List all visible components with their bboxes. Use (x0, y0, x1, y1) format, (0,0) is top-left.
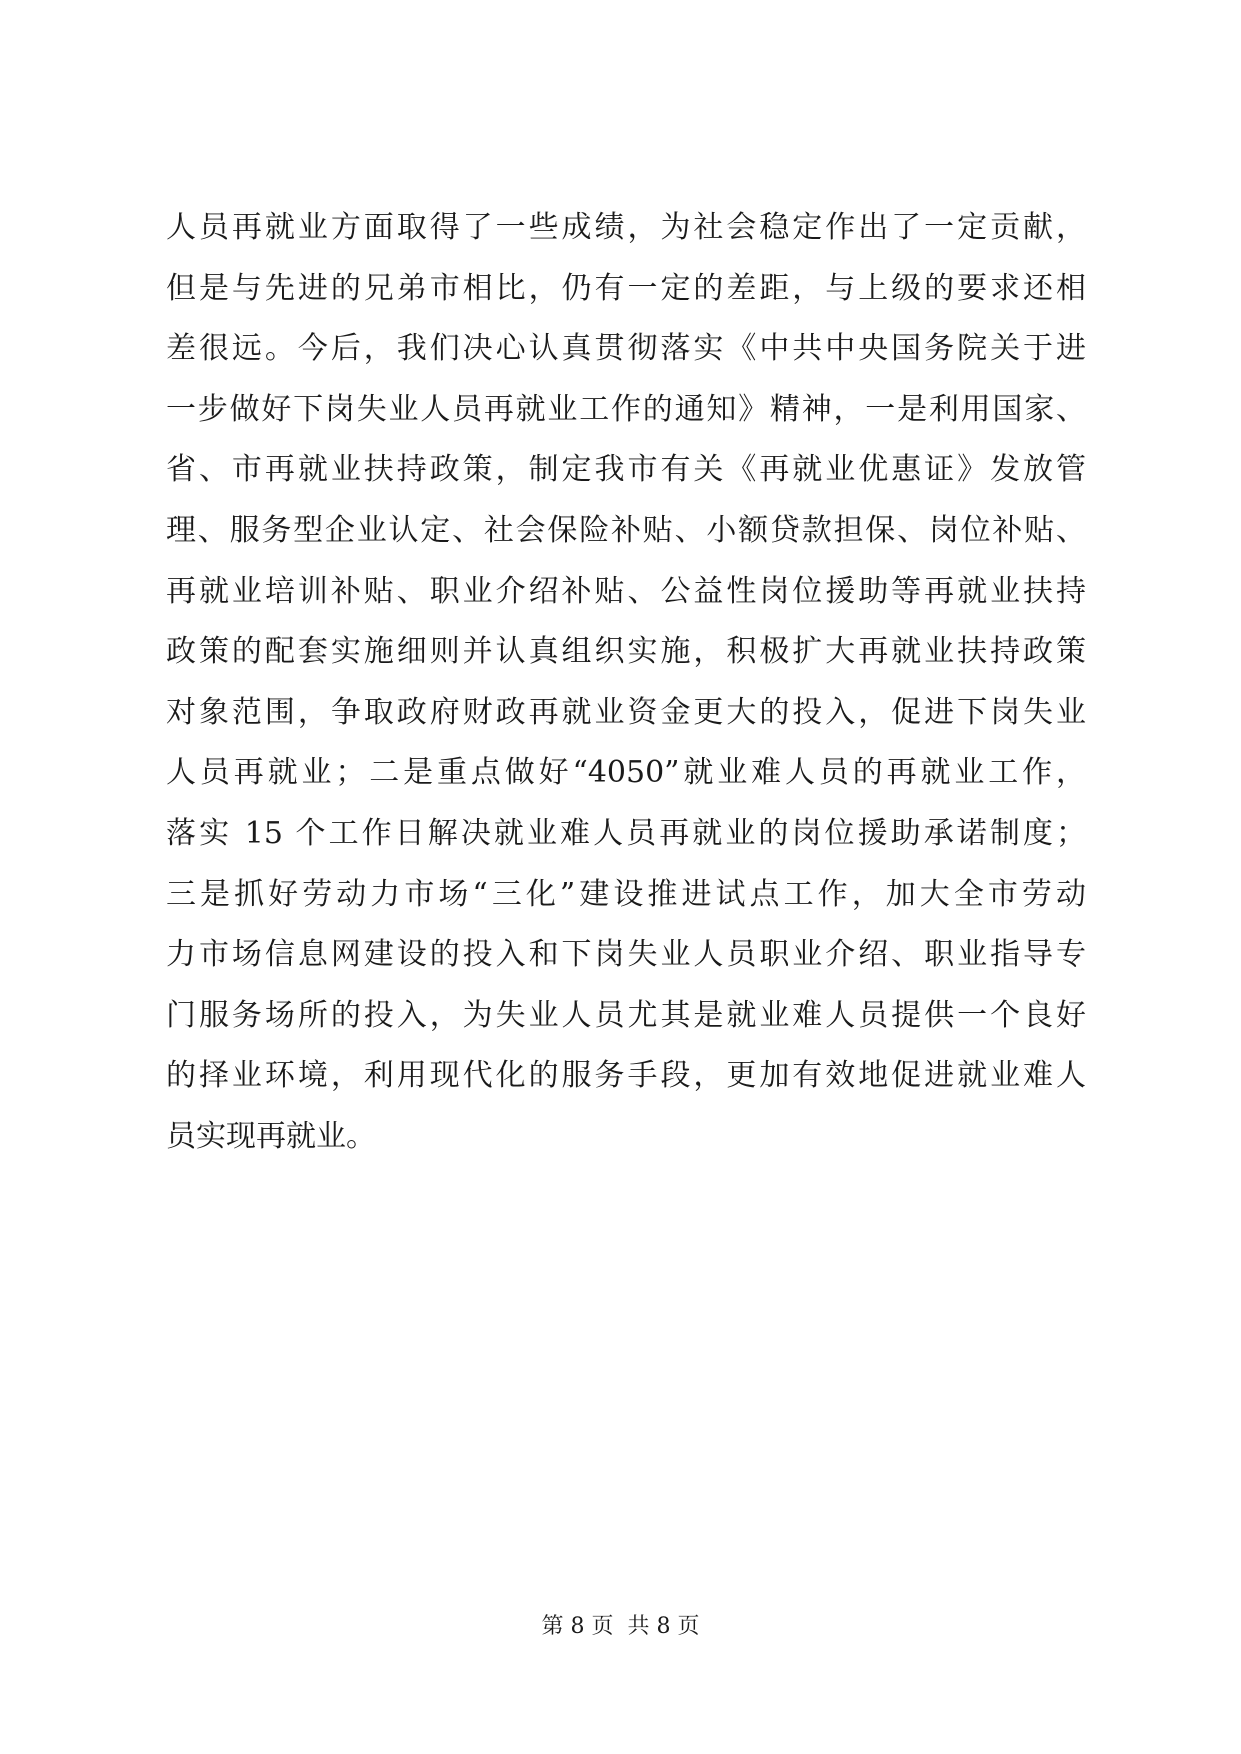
text-line: 员实现再就业。 (166, 1118, 376, 1154)
text-line: 三是抓好劳动力市场“三化”建设推进试点工作，加大全市劳动 (166, 876, 1086, 912)
text-line: 力市场信息网建设的投入和下岗失业人员职业介绍、职业指导专 (166, 937, 1086, 973)
text-line: 人员再就业；二是重点做好“4050”就业难人员的再就业工作， (166, 755, 1086, 791)
page-number: 第 8 页 共 8 页 (541, 1614, 700, 1639)
text-line: 一步做好下岗失业人员再就业工作的通知》精神，一是利用国家、 (166, 391, 1086, 427)
text-line: 差很远。今后，我们决心认真贯彻落实《中共中央国务院关于进 (166, 331, 1086, 367)
text-line: 落实 15 个工作日解决就业难人员再就业的岗位援助承诺制度； (166, 815, 1086, 851)
body-paragraph (166, 198, 1086, 1168)
text-line: 省、市再就业扶持政策，制定我市有关《再就业优惠证》发放管 (166, 452, 1086, 488)
text-line: 人员再就业方面取得了一些成绩，为社会稳定作出了一定贡献， (166, 210, 1086, 245)
text-line: 门服务场所的投入，为失业人员尤其是就业难人员提供一个良好 (166, 997, 1086, 1033)
text-line: 再就业培训补贴、职业介绍补贴、公益性岗位援助等再就业扶持 (166, 573, 1086, 609)
text-line: 但是与先进的兄弟市相比，仍有一定的差距，与上级的要求还相 (166, 270, 1086, 306)
text-line: 的择业环境，利用现代化的服务手段，更加有效地促进就业难人 (166, 1058, 1086, 1094)
text-line: 对象范围，争取政府财政再就业资金更大的投入，促进下岗失业 (166, 694, 1086, 730)
text-line: 政策的配套实施细则并认真组织实施，积极扩大再就业扶持政策 (166, 634, 1086, 670)
text-line: 理、服务型企业认定、社会保险补贴、小额贷款担保、岗位补贴、 (166, 512, 1086, 548)
page-footer (0, 1612, 1241, 1642)
